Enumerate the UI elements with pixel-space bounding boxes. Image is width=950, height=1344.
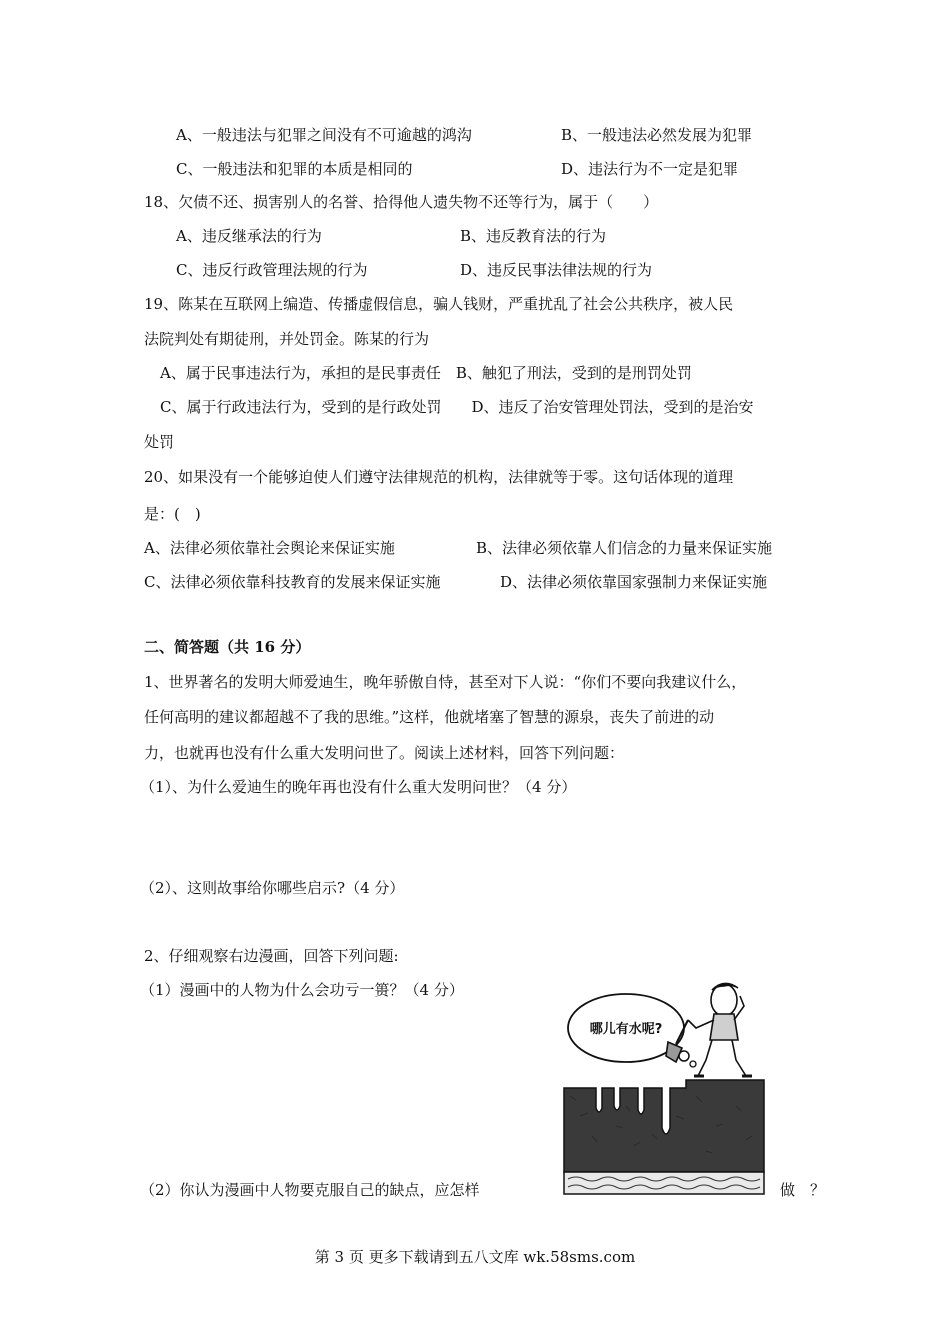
q18-stem: 18、欠债不还、损害别人的名誉、拾得他人遗失物不还等行为，属于（ ）: [144, 193, 659, 211]
cartoon-illustration: [556, 976, 766, 1198]
q17-option-b: B、一般违法必然发展为犯罪: [561, 126, 753, 144]
q18-option-c: C、违反行政管理法规的行为: [176, 261, 368, 279]
q20-stem-line2: 是：( ): [144, 505, 201, 523]
q19-stem-line2: 法院判处有期徒刑，并处罚金。陈某的行为: [144, 330, 430, 348]
s2-q1-sub2: （2）、这则故事给你哪些启示?（4 分）: [140, 879, 405, 897]
s2-q1-sub1: （1）、为什么爱迪生的晚年再也没有什么重大发明问世？（4 分）: [140, 778, 577, 796]
q19-options-cd: C、属于行政违法行为，受到的是行政处罚 D、违反了治安管理处罚法，受到的是治安: [160, 398, 754, 416]
q19-options-ab: A、属于民事违法行为，承担的是民事责任 B、触犯了刑法，受到的是刑罚处罚: [160, 364, 692, 382]
s2-q1-line2: 任何高明的建议都超越不了我的思维。”这样，他就堵塞了智慧的源泉，丧失了前进的动: [144, 708, 715, 726]
q20-option-a: A、法律必须依靠社会舆论来保证实施: [144, 539, 395, 557]
s2-q2-sub2-end: 做 ？: [780, 1181, 826, 1199]
q18-option-a: A、违反继承法的行为: [176, 227, 322, 245]
s2-q1-line1: 1、世界著名的发明大师爱迪生，晚年骄傲自恃，甚至对下人说：“你们不要向我建议什么，: [144, 673, 747, 691]
bubble-text: 哪儿有水呢?: [589, 1022, 663, 1037]
page-footer: 第 3 页 更多下载请到五八文库 wk.58sms.com: [314, 1248, 636, 1266]
q20-option-b: B、法律必须依靠人们信念的力量来保证实施: [476, 539, 773, 557]
s2-q2-sub2: （2）你认为漫画中人物要克服自己的缺点，应怎样: [140, 1181, 480, 1199]
water-layer: [564, 1172, 764, 1194]
s2-q2-stem: 2、仔细观察右边漫画，回答下列问题:: [144, 947, 399, 965]
s2-q1-line3: 力，也就再也没有什么重大发明问世了。阅读上述材料，回答下列问题：: [144, 744, 625, 762]
earth-block: [564, 1080, 764, 1172]
q19-options-cd-cont: 处罚: [144, 433, 175, 451]
q20-option-c: C、法律必须依靠科技教育的发展来保证实施: [144, 573, 441, 591]
q17-option-d: D、违法行为不一定是犯罪: [561, 160, 739, 178]
q17-option-a: A、一般违法与犯罪之间没有不可逾越的鸿沟: [176, 126, 472, 144]
q18-option-b: B、违反教育法的行为: [460, 227, 607, 245]
q20-option-d: D、法律必须依靠国家强制力来保证实施: [500, 573, 768, 591]
q17-option-c: C、一般违法和犯罪的本质是相同的: [176, 160, 413, 178]
q18-option-d: D、违反民事法律法规的行为: [460, 261, 653, 279]
q19-stem-line1: 19、陈某在互联网上编造、传播虚假信息，骗人钱财，严重扰乱了社会公共秩序，被人民: [144, 295, 734, 313]
q20-stem-line1: 20、如果没有一个能够迫使人们遵守法律规范的机构，法律就等于零。这句话体现的道理: [144, 468, 734, 486]
s2-q2-sub1: （1）漫画中的人物为什么会功亏一篑？（4 分）: [140, 981, 464, 999]
section2-heading: 二、简答题（共 16 分）: [144, 638, 311, 656]
